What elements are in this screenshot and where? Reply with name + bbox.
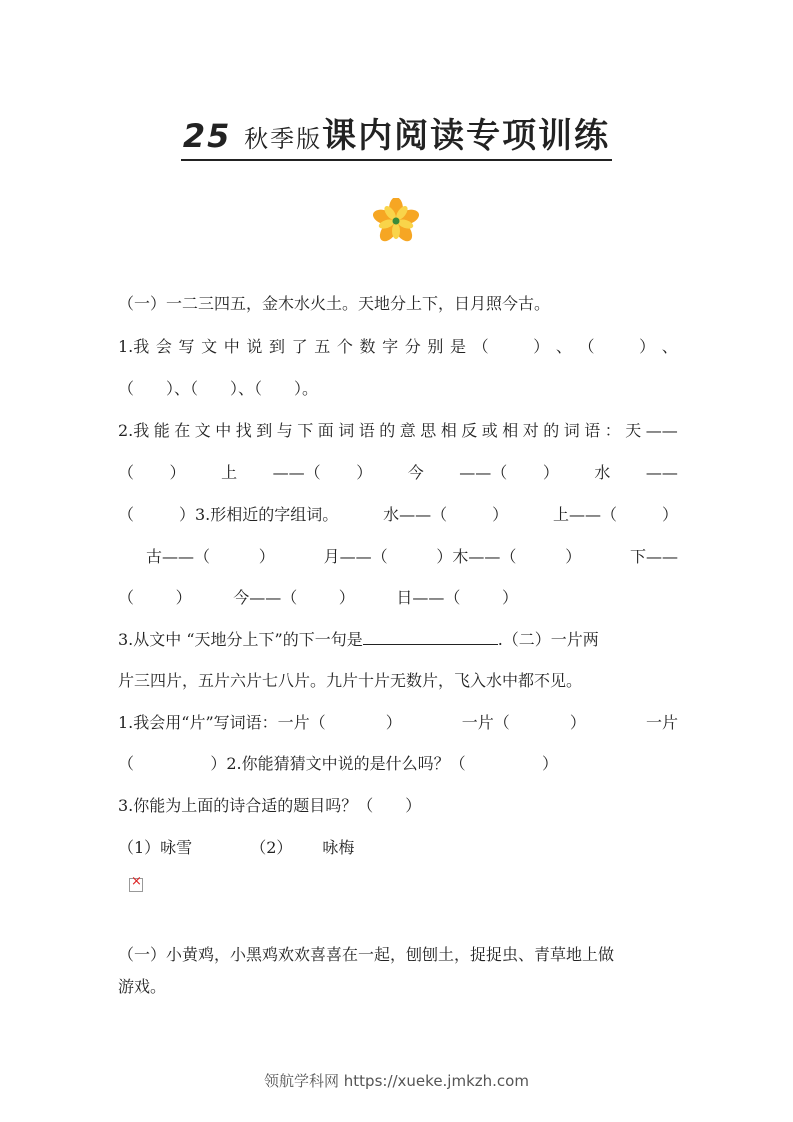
question-1-line-2: （ ）、（ ）、（ ）。 <box>118 379 319 398</box>
text-seg: 1.我 <box>118 337 150 356</box>
option-1: （1）咏雪 <box>118 838 193 857</box>
section-1-poem: （一）一二三四五，金木水火土。天地分上下，日月照今古。 <box>118 294 551 313</box>
text-seg: 的 <box>379 421 396 440</box>
text-seg: 思 <box>420 421 437 440</box>
section-2-question-2 <box>118 752 558 776</box>
text-seg: 今——（ <box>233 588 298 607</box>
text-seg: ） <box>169 463 186 482</box>
text-seg: 语 <box>584 421 601 440</box>
text-seg: ）木——（ <box>436 547 517 566</box>
text-seg: 相 <box>502 421 519 440</box>
text-seg: ）2.你能猜猜文中说的是什么吗？（ <box>210 754 466 773</box>
section-2-options <box>118 836 678 860</box>
page-title <box>0 108 793 161</box>
text-seg: ） <box>338 588 355 607</box>
text-seg: ） <box>356 463 373 482</box>
text-seg: 数 <box>359 337 376 356</box>
text-seg: 写 <box>178 337 195 356</box>
text-seg: 一片（ <box>461 713 510 732</box>
title-main: 课内阅读专项训练 <box>322 116 611 156</box>
text-seg: 是 <box>450 337 467 356</box>
text-seg: 2.我 <box>118 421 150 440</box>
text-seg: ）3.形相近的字组词。 <box>178 505 339 524</box>
section-3-text-cont: 游戏。 <box>118 977 167 996</box>
text-seg: ） <box>569 713 586 732</box>
text-seg: ） <box>542 463 559 482</box>
text-seg: ） <box>541 754 558 773</box>
text-seg: 或 <box>481 421 498 440</box>
text-seg: （ <box>118 505 135 524</box>
text-seg: 上 <box>221 463 238 482</box>
text-seg: 下—— <box>629 547 678 566</box>
text-seg: 到 <box>269 337 286 356</box>
text-seg: 、 <box>661 337 678 356</box>
question-2-line-2 <box>118 461 678 485</box>
text-seg: （ <box>578 337 595 356</box>
text-seg: 词 <box>338 421 355 440</box>
text-seg: 面 <box>317 421 334 440</box>
text-seg: ） <box>661 505 678 524</box>
text-seg: 分 <box>404 337 421 356</box>
text-seg: 意 <box>399 421 416 440</box>
text-seg: ——（ <box>272 463 321 482</box>
text-seg: 下 <box>297 421 314 440</box>
text-seg: ） <box>565 547 582 566</box>
text-seg: ——（ <box>459 463 508 482</box>
text-seg: ） <box>533 337 550 356</box>
option-2-label: （2） <box>250 838 293 857</box>
text-seg: 到 <box>256 421 273 440</box>
footer-watermark: 领航学科网 https://xueke.jmkzh.com <box>264 1072 529 1090</box>
text-seg: 、 <box>555 337 572 356</box>
text-seg: —— <box>645 421 678 440</box>
title-number: 25 <box>182 117 232 155</box>
text-seg: （ <box>472 337 489 356</box>
text-seg: 对 <box>522 421 539 440</box>
question-3-line-2 <box>146 545 678 569</box>
text-seg: （ <box>118 754 135 773</box>
text-seg: 词 <box>563 421 580 440</box>
question-3-line-1 <box>118 503 678 527</box>
text-seg: 日——（ <box>396 588 461 607</box>
text-seg: 与 <box>276 421 293 440</box>
question-3-next-line <box>118 628 678 652</box>
text-seg: 月——（ <box>323 547 388 566</box>
text-seg: ） <box>385 713 402 732</box>
text-seg: 五 <box>314 337 331 356</box>
text-seg: 找 <box>235 421 252 440</box>
question-1-line-1 <box>118 335 678 359</box>
text-seg: ） <box>639 337 656 356</box>
option-2-text: 咏梅 <box>322 838 355 857</box>
text-seg: 相 <box>440 421 457 440</box>
text-seg: 个 <box>336 337 353 356</box>
text-seg: ） <box>492 505 509 524</box>
text-seg: 一片 <box>645 713 678 732</box>
text-seg: 天 <box>625 421 642 440</box>
text-seg: ） <box>258 547 275 566</box>
title-edition: 秋季版 <box>244 125 323 153</box>
text-seg: （ <box>118 463 135 482</box>
text-seg: 在 <box>174 421 191 440</box>
flower-icon <box>373 198 419 244</box>
text-seg: —— <box>645 463 678 482</box>
section-2-poem: 片三四片，五片六片七八片。九片十片无数片，飞入水中都不见。 <box>118 671 583 690</box>
text-seg: ） <box>501 588 518 607</box>
text-seg: 会 <box>155 337 172 356</box>
question-3-line-3 <box>118 586 518 610</box>
text-seg: 上——（ <box>553 505 618 524</box>
text-seg: 1.我会用“片”写词语：一片（ <box>118 713 326 732</box>
text-seg: 了 <box>291 337 308 356</box>
answer-blank[interactable] <box>363 628 498 645</box>
text-seg: 反 <box>461 421 478 440</box>
text-seg: 字 <box>382 337 399 356</box>
text-seg: 别 <box>427 337 444 356</box>
text-seg: ： <box>604 421 621 440</box>
text-seg: 文 <box>201 337 218 356</box>
text-seg: 3.从文中 “天地分上下”的下一句是 <box>118 630 363 649</box>
title-underline <box>181 108 612 161</box>
text-seg: （ <box>118 588 135 607</box>
section-3-text: （一）小黄鸡，小黑鸡欢欢喜喜在一起，刨刨土，捉捉虫、青草地上做 <box>118 945 615 964</box>
text-seg: ） <box>175 588 192 607</box>
section-2-question-1 <box>118 711 678 735</box>
text-seg: 文 <box>194 421 211 440</box>
text-seg: 水——（ <box>383 505 448 524</box>
text-seg: 能 <box>153 421 170 440</box>
text-seg: 中 <box>215 421 232 440</box>
text-seg: 语 <box>358 421 375 440</box>
text-seg: 的 <box>543 421 560 440</box>
text-seg: 中 <box>223 337 240 356</box>
text-seg: 今 <box>407 463 424 482</box>
section-2-question-3: 3.你能为上面的诗合适的题目吗？（ ） <box>118 796 422 815</box>
text-seg: 说 <box>246 337 263 356</box>
question-2-line-1 <box>118 419 678 443</box>
text-seg: 水 <box>594 463 611 482</box>
text-seg: .（二）一片两 <box>497 630 599 649</box>
broken-image-icon <box>129 878 143 892</box>
text-seg: 古——（ <box>146 547 211 566</box>
